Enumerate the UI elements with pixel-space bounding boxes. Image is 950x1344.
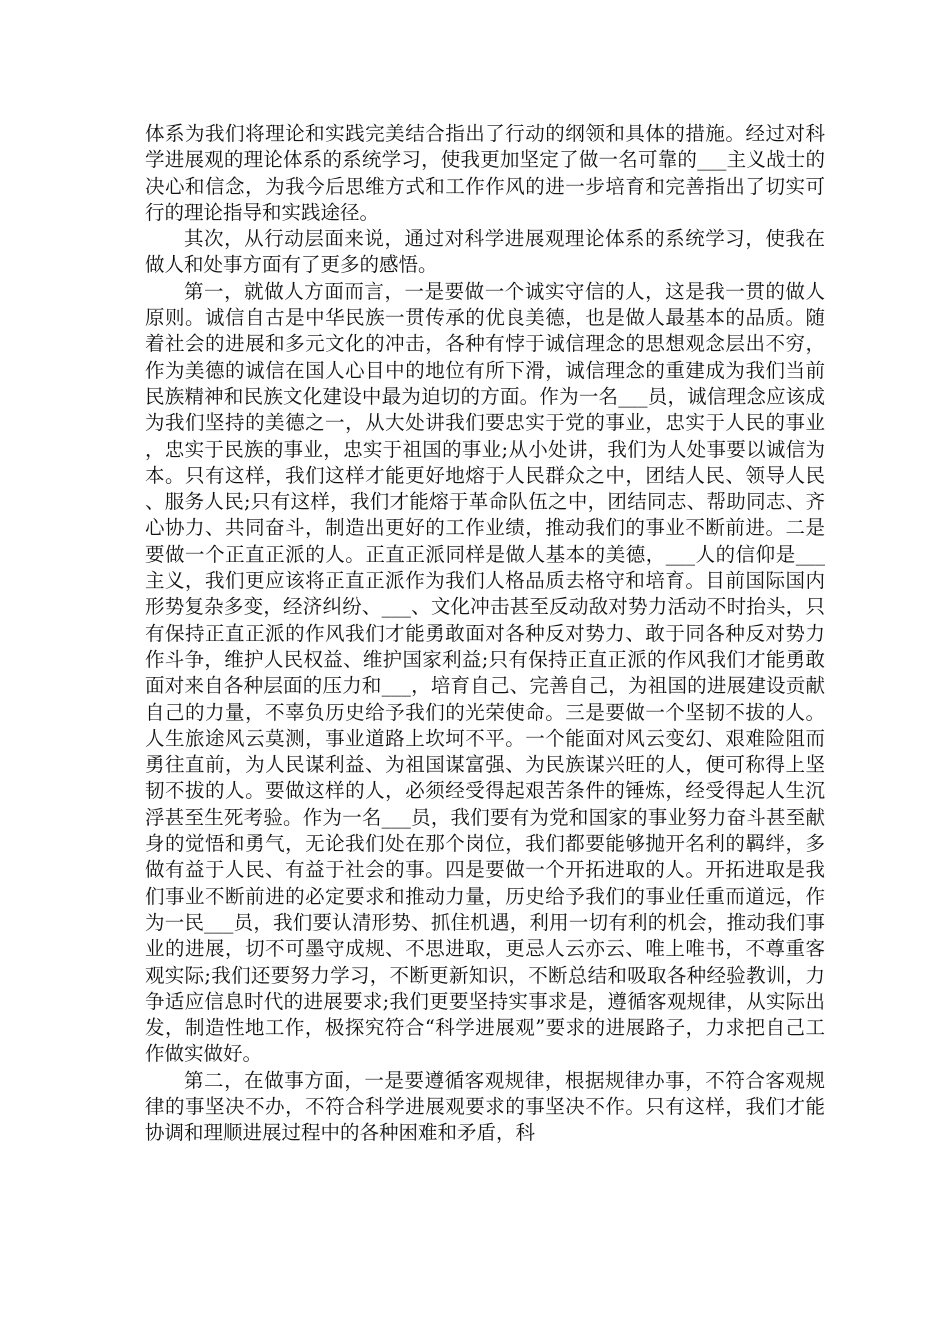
paragraph-2: 其次，从行动层面来说，通过对科学进展观理论体系的系统学习，使我在做人和处事方面有了更多的感悟。 bbox=[145, 227, 825, 277]
document-body bbox=[145, 121, 825, 1147]
paragraph-3: 第一，就做人方面而言，一是要做一个诚实守信的人，这是我一贯的做人原则。诚信自古是中华民族一贯传承的优良美德，也是做人最基本的品质。随着社会的进展和多元文化的冲击，各种有悖于诚信理念的思想观念层出不穷，作为美德的诚信在国人心目中的地位有所下滑，诚信理念的重建成为我们当前民族精神和民族文化建设中最为迫切的方面。作为一名___员，诚信理念应该成为我们坚持的美德之一，从大处讲我们要忠实于党的事业，忠实于人民的事业，忠实于民族的事业，忠实于祖国的事业;从小处讲，我们为人处事要以诚信为本。只有这样，我们这样才能更好地熔于人民群众之中，团结人民、领导人民、服务人民;只有这样，我们才能熔于革命队伍之中，团结同志、帮助同志、齐心协力、共同奋斗，制造出更好的工作业绩，推动我们的事业不断前进。二是要做一个正直正派的人。正直正派同样是做人基本的美德，___人的信仰是___主义，我们更应该将正直正派作为我们人格品质去格守和培育。目前国际国内形势复杂多变，经济纠纷、___、文化冲击甚至反动敌对势力活动不时抬头，只有保持正直正派的作风我们才能勇敢面对各种反对势力、敢于同各种反对势力作斗争，维护人民权益、维护国家利益;只有保持正直正派的作风我们才能勇敢面对来自各种层面的压力和___，培育自己、完善自己，为祖国的进展建设贡献自己的力量，不辜负历史给予我们的光荣使命。三是要做一个坚韧不拔的人。人生旅途风云莫测，事业道路上坎坷不平。一个能面对风云变幻、艰难险阻而勇往直前，为人民谋利益、为祖国谋富强、为民族谋兴旺的人，便可称得上坚韧不拔的人。要做这样的人，必须经受得起艰苦条件的锤炼，经受得起人生沉浮甚至生死考验。作为一名___员，我们要有为党和国家的事业努力奋斗甚至献身的觉悟和勇气，无论我们处在那个岗位，我们都要能够抛开名利的羁绊，多做有益于人民、有益于社会的事。四是要做一个开拓进取的人。开拓进取是我们事业不断前进的必定要求和推动力量，历史给予我们的事业任重而道远，作为一民___员，我们要认清形势、抓住机遇，利用一切有利的机会，推动我们事业的进展，切不可墨守成规、不思进取，更忌人云亦云、唯上唯书，不尊重客观实际;我们还要努力学习，不断更新知识，不断总结和吸取各种经验教训，力争适应信息时代的进展要求;我们更要坚持实事求是，遵循客观规律，从实际出发，制造性地工作，极探究符合“科学进展观”要求的进展路子，力求把自己工作做实做好。 bbox=[145, 279, 825, 1066]
paragraph-1: 体系为我们将理论和实践完美结合指出了行动的纲领和具体的措施。经过对科学进展观的理论体系的系统学习，使我更加坚定了做一名可靠的___主义战士的决心和信念，为我今后思维方式和工作作风的进一步培育和完善指出了切实可行的理论指导和实践途径。 bbox=[145, 122, 825, 224]
paragraph-4: 第二，在做事方面，一是要遵循客观规律，根据规律办事，不符合客观规律的事坚决不办，不符合科学进展观要求的事坚决不作。只有这样，我们才能协调和理顺进展过程中的各种困难和矛盾，科 bbox=[145, 1068, 825, 1145]
